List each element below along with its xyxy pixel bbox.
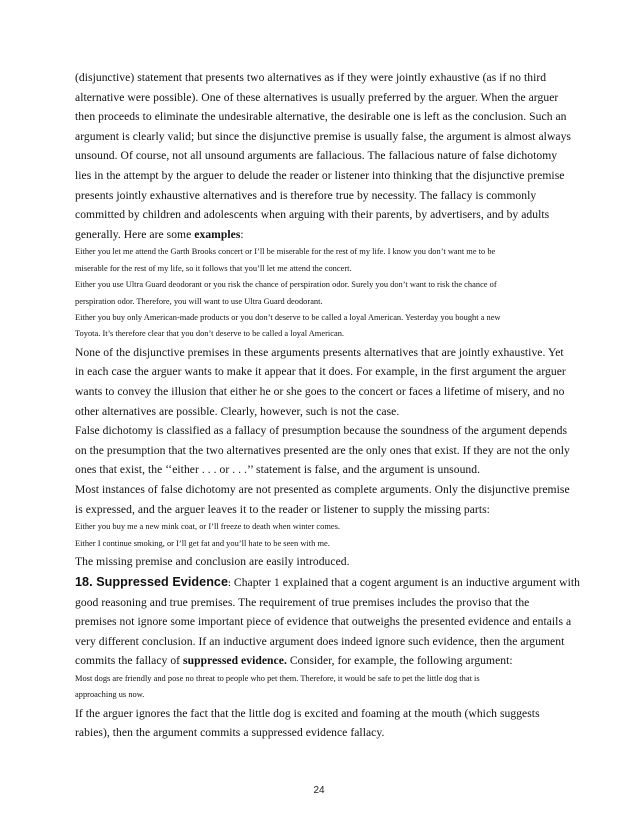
bold-term-suppressed-evidence: suppressed evidence. [183, 654, 287, 668]
example-line: Either I continue smoking, or I’ll get fat and you’ll hate to be seen with me. [75, 538, 330, 548]
text-line: argument is clearly valid; but since the disjunctive premise is usually false, the argument is almost always [75, 129, 571, 143]
example-line: Either you let me attend the Garth Brooks concert or I’ll be miserable for the rest of my life. I know you don’t want me to be [75, 247, 496, 257]
paragraph-incomplete-arguments [75, 480, 570, 519]
text-line: other alternatives are possible. Clearly, however, such is not the case. [75, 404, 400, 418]
text-segment: : [240, 227, 244, 241]
paragraph-classification [75, 421, 570, 480]
text-line: lies in the attempt by the arguer to delude the reader or listener into thinking that the disjunctive premise [75, 168, 565, 182]
text-line: then proceeds to eliminate the undesirable alternative, the desirable one is left as the conclusion. Such an [75, 110, 567, 124]
text-line: If the arguer ignores the fact that the little dog is excited and foaming at the mouth (which suggests [75, 706, 540, 720]
text-line: on the presumption that the two alternatives presented are the only ones that exist. If they are not the only [75, 443, 570, 457]
paragraph-missing-premise [75, 552, 570, 572]
text-line: Most instances of false dichotomy are not presented as complete arguments. Only the disjunctive premise [75, 482, 570, 496]
text-line: premises not ignore some important piece of evidence that outweighs the presented evidence and entails a [75, 615, 572, 629]
text-segment: commits the fallacy of [75, 654, 184, 668]
paragraph-false-dichotomy-intro [75, 68, 570, 244]
example-line: approaching us now. [75, 690, 145, 700]
bold-term-examples: examples [194, 227, 241, 241]
paragraph-analysis [75, 343, 570, 421]
text-line: very different conclusion. If an inductive argument does indeed ignore such evidence, then the argument [75, 634, 565, 648]
text-line [75, 651, 570, 671]
text-line: False dichotomy is classified as a fallacy of presumption because the soundness of the argument depends [75, 424, 568, 438]
example-block-1 [75, 244, 570, 342]
example-line: miserable for the rest of my life, so it follows that you’ll let me attend the concert. [75, 263, 352, 273]
text-line: alternative were possible). One of these alternatives is usually preferred by the arguer. When the arguer [75, 90, 559, 104]
example-line: perspiration odor. Therefore, you will want to use Ultra Guard deodorant. [75, 296, 323, 306]
text-line: in each case the arguer wants to make it appear that it does. For example, in the first argument the arguer [75, 365, 566, 379]
text-segment: Chapter 1 explained that a cogent argument is an inductive argument with [230, 575, 580, 589]
text-line: committed by children and adolescents when arguing with their parents, by advertisers, and by adults [75, 208, 550, 222]
text-line: rabies), then the argument commits a suppressed evidence fallacy. [75, 726, 385, 740]
text-segment: generally. Here are some [75, 227, 195, 241]
text-line: unsound. Of course, not all unsound arguments are fallacious. The fallacious nature of false dichotomy [75, 149, 558, 163]
text-line: presents jointly exhaustive alternatives and is therefore true by necessity. The fallacy is commonly [75, 188, 537, 202]
text-line: (disjunctive) statement that presents two alternatives as if they were jointly exhaustive (as if no third [75, 71, 547, 84]
text-line: wants to convey the illusion that either he or she goes to the concert or faces a lifetime of misery, and no [75, 384, 565, 398]
section-suppressed-evidence [75, 572, 580, 671]
text-segment: Consider, for example, the following argument: [286, 654, 513, 668]
example-line: Most dogs are friendly and pose no threat to people who pet them. Therefore, it would be safe to pet the little dog that is [75, 673, 480, 683]
text-line: None of the disjunctive premises in these arguments presents alternatives that are jointly exhaustive. Yet [75, 345, 564, 359]
example-line: Either you buy me a new mink coat, or I’ll freeze to death when winter comes. [75, 522, 341, 532]
example-line: Either you buy only American-made products or you don’t deserve to be called a loyal American. Yesterday you bought a new [75, 312, 501, 322]
text-line: The missing premise and conclusion are easily introduced. [75, 554, 350, 568]
section-heading-line [75, 572, 580, 593]
text-line: ones that exist, the ‘‘either . . . or . . .’’ statement is false, and the argument is unsound. [75, 463, 481, 477]
paragraph-rabies [75, 704, 570, 743]
document-page [75, 68, 580, 743]
example-block-2 [75, 519, 570, 552]
page-number: 24 [313, 785, 325, 796]
text-line [75, 225, 570, 245]
text-line: is expressed, and the arguer leaves it to the reader or listener to supply the missing parts: [75, 502, 490, 516]
example-block-3 [75, 671, 570, 704]
example-line: Toyota. It’s therefore clear that you don’t deserve to be called a loyal American. [75, 329, 345, 339]
heading-colon: : [228, 577, 231, 588]
example-line: Either you use Ultra Guard deodorant or you risk the chance of perspiration odor. Surely you don’t want to risk the chance of [75, 280, 497, 290]
text-line: good reasoning and true premises. The requirement of true premises includes the proviso that the [75, 595, 530, 609]
section-heading: 18. Suppressed Evidence [75, 574, 229, 589]
